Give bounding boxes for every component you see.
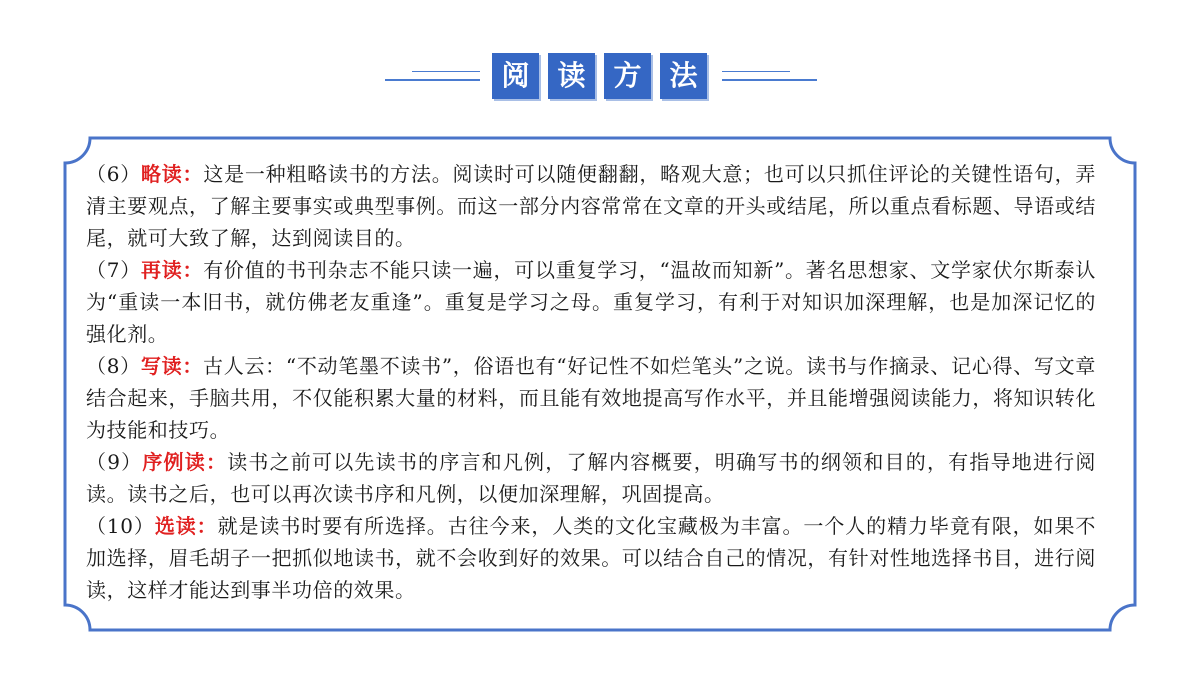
method-item: [86, 158, 1096, 254]
method-number: （8）: [86, 354, 141, 378]
method-item: [86, 254, 1096, 350]
method-description: 古人云：“不动笔墨不读书”，俗语也有“好记性不如烂笔头”之说。读书与作摘录、记心得、写文章结合起来，手脑共用，不仅能积累大量的材料，而且能有效地提高写作水平，并且能增强阅读能力，将知识转化为技能和技巧。: [86, 354, 1096, 442]
method-description: 就是读书时要有所选择。古往今来，人类的文化宝藏极为丰富。一个人的精力毕竟有限，如果不加选择，眉毛胡子一把抓似地读书，就不会收到好的效果。可以结合自己的情况，有针对性地选择书目，进行阅读，这样才能达到事半功倍的效果。: [86, 514, 1096, 602]
method-item: [86, 350, 1096, 446]
method-colon: ：: [182, 354, 204, 378]
reading-methods-list: [86, 158, 1096, 606]
title-char: 法: [660, 53, 707, 99]
method-number: （6）: [86, 162, 142, 186]
method-description: 这是一种粗略读书的方法。阅读时可以随便翻翻，略观大意；也可以只抓住评论的关键性语句，弄清主要观点，了解主要事实或典型事例。而这一部分内容常常在文章的开头或结尾，所以重点看标题、导语或结尾，就可大致了解，达到阅读目的。: [86, 162, 1096, 250]
method-term: 写读: [140, 354, 183, 378]
title-right-line: [722, 79, 817, 81]
method-item: [86, 510, 1096, 606]
method-description: 读书之前可以先读书的序言和凡例，了解内容概要，明确写书的纲领和目的，有指导地进行阅读。读书之后，也可以再次读书序和凡例，以便加深理解，巩固提高。: [86, 450, 1096, 506]
method-number: （10）: [86, 514, 155, 538]
method-colon: ：: [182, 162, 204, 186]
title-left-line: [385, 79, 480, 81]
title-char: 读: [548, 53, 595, 99]
title-left-line: [412, 71, 480, 72]
title-char: 方: [604, 53, 651, 99]
title-header: [0, 0, 1200, 130]
method-description: 有价值的书刊杂志不能只读一遍，可以重复学习，“温故而知新”。著名思想家、文学家伏尔斯泰认为“重读一本旧书，就仿佛老友重逢”。重复是学习之母。重复学习，有利于对知识加深理解，也是加深记忆的强化剂。: [86, 258, 1097, 346]
method-term: 再读: [140, 258, 183, 282]
method-number: （7）: [86, 258, 141, 282]
method-colon: ：: [182, 258, 204, 282]
title-char: 阅: [492, 53, 539, 99]
title-right-line: [722, 71, 790, 72]
method-item: [86, 446, 1096, 510]
method-colon: ：: [196, 514, 218, 538]
method-term: 选读: [154, 514, 197, 538]
method-term: 序例读: [142, 450, 206, 474]
method-colon: ：: [205, 450, 228, 474]
method-number: （9）: [86, 450, 143, 474]
method-term: 略读: [141, 162, 183, 186]
